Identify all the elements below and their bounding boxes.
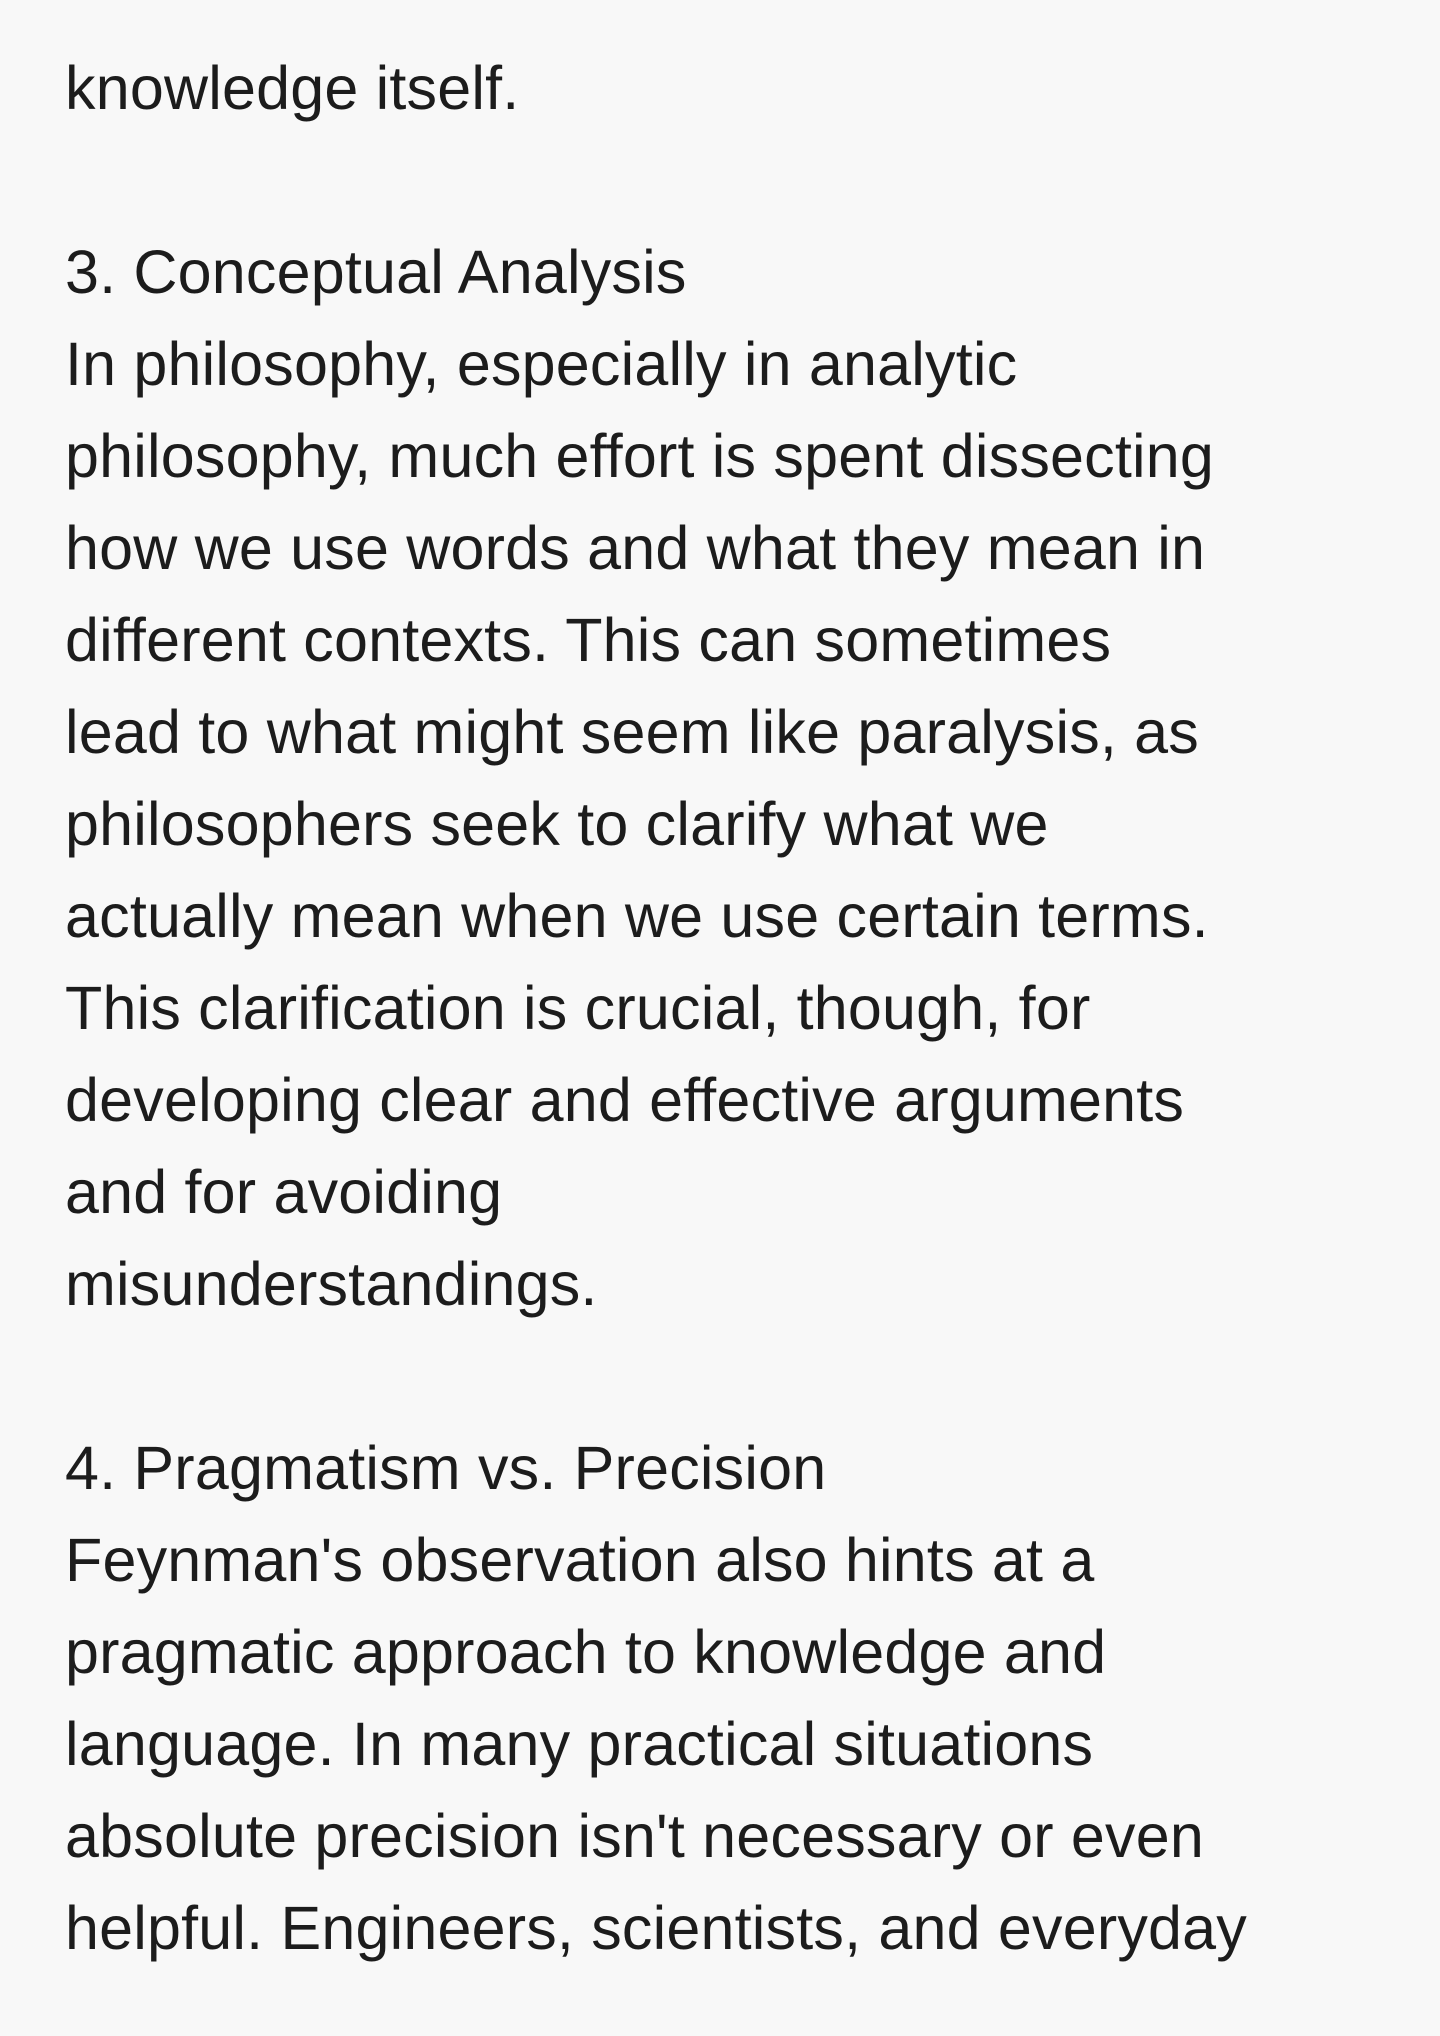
section-4-text-line: language. In many practical situations xyxy=(65,1710,1094,1778)
document-page xyxy=(65,42,1405,1974)
section-3-text-line: philosophy, much effort is spent dissecting xyxy=(65,422,1215,490)
section-3-text-line: different contexts. This can sometimes xyxy=(65,606,1112,674)
section-3-text-line: lead to what might seem like paralysis, as xyxy=(65,698,1200,766)
section-3-text-line: and for avoiding xyxy=(65,1158,503,1226)
section-3-text-line: philosophers seek to clarify what we xyxy=(65,790,1049,858)
section-4-heading: 4. Pragmatism vs. Precision xyxy=(65,1434,827,1502)
section-3-text-line: actually mean when we use certain terms. xyxy=(65,882,1209,950)
section-3-heading: 3. Conceptual Analysis xyxy=(65,238,687,306)
section-3-text-line: In philosophy, especially in analytic xyxy=(65,330,1018,398)
section-3-text-line: developing clear and effective arguments xyxy=(65,1066,1185,1134)
section-4-text-line: pragmatic approach to knowledge and xyxy=(65,1618,1107,1686)
section-4-text-line: helpful. Engineers, scientists, and everyday xyxy=(65,1894,1248,1962)
intro-text-line: knowledge itself. xyxy=(65,54,520,122)
paragraph-gap xyxy=(65,134,1405,226)
section-3-text-line: This clarification is crucial, though, for xyxy=(65,974,1091,1042)
section-4-text-line: Feynman's observation also hints at a xyxy=(65,1526,1095,1594)
section-3-text-line: misunderstandings. xyxy=(65,1250,598,1318)
paragraph-gap xyxy=(65,1330,1405,1422)
section-4-text-line: absolute precision isn't necessary or even xyxy=(65,1802,1204,1870)
section-3-text-line: how we use words and what they mean in xyxy=(65,514,1206,582)
